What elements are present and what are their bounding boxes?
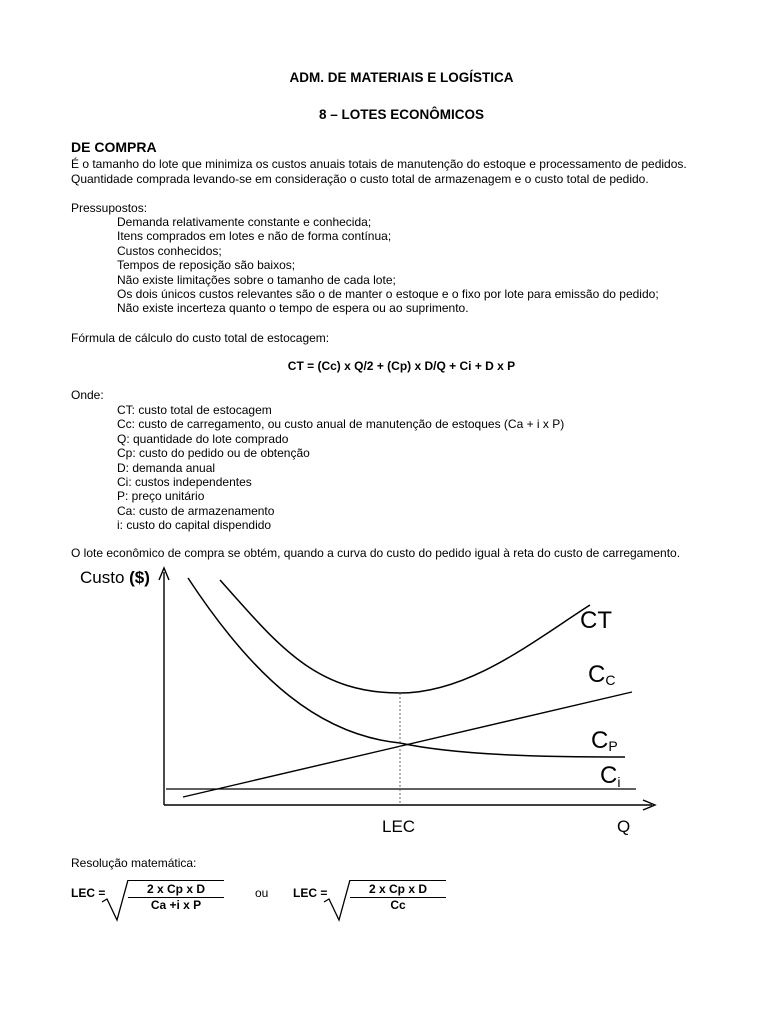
list-item: CT: custo total de estocagem — [117, 403, 272, 417]
list-item: Itens comprados em lotes e não de forma contínua; — [117, 229, 392, 244]
list-item: Ci: custos independentes — [117, 474, 252, 489]
fraction-numerator: 2 x Cp x D — [350, 883, 446, 898]
chapter-title: 8 – LOTES ECONÔMICOS — [318, 107, 485, 122]
x-axis-label: Q — [617, 817, 631, 836]
list-item: Não existe incerteza quanto o tempo de espera ou ao suprimento. — [117, 301, 469, 316]
list-item: Custos conhecidos; — [117, 243, 222, 258]
lec-formula-2 — [293, 876, 463, 936]
intro-line: É o tamanho do lote que minimiza os custos anuais totais de manutenção do estoque e processamento de pedidos. — [71, 157, 687, 171]
section-heading: DE COMPRA — [71, 139, 157, 155]
intro-paragraph — [71, 157, 687, 186]
resolution-label: Resolução matemática: — [71, 856, 197, 870]
intro-line: Quantidade comprada levando-se em consideração o custo total de armazenagem e o custo total de pedido. — [71, 171, 649, 186]
cost-chart — [0, 560, 768, 845]
list-item: D: demanda anual — [117, 460, 216, 475]
fraction-denominator: Cc — [390, 898, 406, 912]
chart-intro: O lote econômico de compra se obtém, quando a curva do custo do pedido igual à reta do custo de carregamento. — [71, 546, 681, 560]
y-axis-label-unit: ($) — [129, 568, 150, 587]
series-cp-label — [591, 727, 618, 754]
list-item: Tempos de reposição são baixos; — [117, 258, 296, 273]
definitions-list — [117, 403, 564, 533]
series-cc-label-main: C — [588, 661, 606, 688]
list-item: Cp: custo do pedido ou de obtenção — [117, 446, 310, 461]
fraction-denominator: Ca +i x P — [150, 898, 202, 912]
series-cc-label-sub: C — [605, 672, 616, 688]
series-cc-label — [588, 661, 615, 688]
series-ci-label-sub: i — [617, 774, 621, 790]
assumptions-label: Pressupostos: — [71, 201, 148, 215]
formula-intro: Fórmula de cálculo do custo total de estocagem: — [71, 331, 330, 345]
series-cp-label-main: C — [591, 727, 609, 754]
total-cost-formula: CT = (Cc) x Q/2 + (Cp) x D/Q + Ci + D x P — [287, 359, 516, 373]
list-item: Demanda relativamente constante e conhecida; — [117, 215, 372, 229]
series-cp-label-sub: P — [608, 738, 618, 754]
sqrt-symbol-icon — [101, 878, 129, 922]
list-item: Ca: custo de armazenamento — [117, 503, 275, 518]
series-ct-label: CT — [580, 607, 612, 634]
list-item: Não existe limitações sobre o tamanho de cada lote; — [117, 272, 396, 287]
list-item: Os dois únicos custos relevantes são o de manter o estoque e o fixo por lote para emissão do pedido; — [117, 286, 659, 301]
document-title: ADM. DE MATERIAIS E LOGÍSTICA — [289, 70, 514, 85]
list-item: Cc: custo de carregamento, ou custo anual de manutenção de estoques (Ca + i x P) — [117, 417, 565, 432]
fraction-numerator: 2 x Cp x D — [128, 883, 224, 898]
list-item: Q: quantidade do lote comprado — [117, 431, 289, 446]
lec-formula-2-label: LEC = — [293, 886, 328, 900]
lec-label: LEC — [382, 817, 416, 836]
list-item: P: preço unitário — [117, 489, 205, 504]
y-axis-label-text: Custo — [80, 568, 130, 587]
y-axis-label — [80, 568, 150, 587]
series-ci-label-main: C — [600, 762, 618, 789]
series-ct-curve — [220, 580, 590, 693]
list-item: i: custo do capital dispendido — [117, 518, 272, 533]
sqrt-overline — [128, 880, 224, 881]
or-text: ou — [255, 886, 269, 900]
sqrt-overline — [350, 880, 446, 881]
series-cp-curve — [188, 578, 625, 757]
sqrt-symbol-icon — [323, 878, 351, 922]
lec-formula-1-fraction — [128, 883, 224, 912]
lec-formula-1-label: LEC = — [71, 886, 106, 900]
assumptions-list — [117, 215, 659, 316]
lec-formula-2-fraction — [350, 883, 446, 912]
lec-formula-1 — [71, 876, 241, 936]
where-label: Onde: — [71, 388, 104, 402]
series-ci-label — [600, 762, 620, 790]
